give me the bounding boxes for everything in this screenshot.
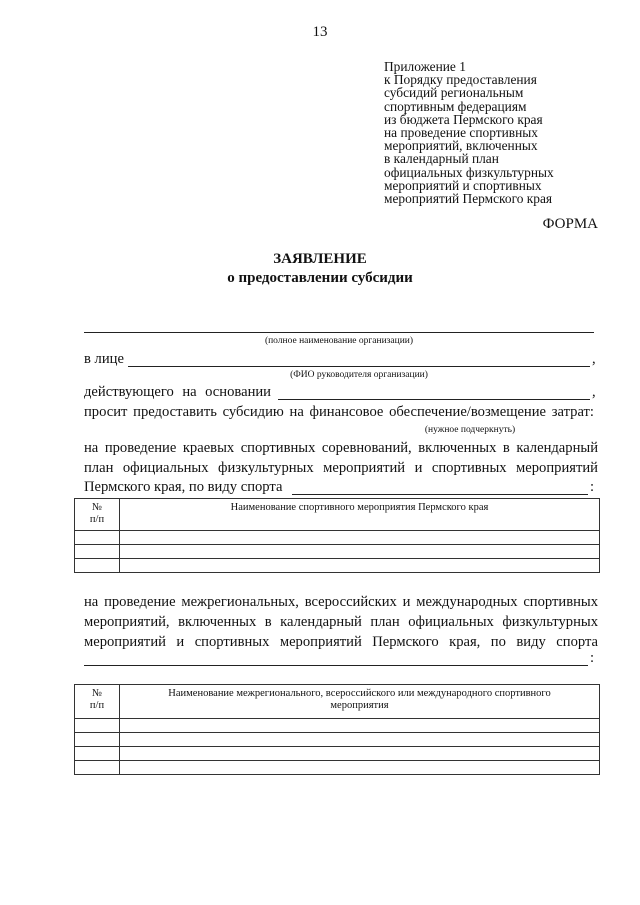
in-person-label: в лице xyxy=(84,351,124,367)
table-row[interactable] xyxy=(75,531,600,545)
table-row[interactable] xyxy=(75,761,600,775)
org-name-line[interactable] xyxy=(84,332,594,333)
section1-line: на проведение краевых спортивных соревнований, включенных в календарный xyxy=(84,440,598,456)
section1-line: план официальных физкультурных мероприятий и спортивных мероприятий xyxy=(84,460,598,476)
sport-type-line-1[interactable] xyxy=(292,494,588,495)
table-row[interactable] xyxy=(75,747,600,761)
col-number-header: № п/п xyxy=(75,499,120,531)
basis-line[interactable] xyxy=(278,399,590,400)
appendix-line: на проведение спортивных xyxy=(384,125,538,141)
document-title xyxy=(0,250,640,288)
section2-line: на проведение межрегиональных, всероссийских и международных спортивных xyxy=(84,594,598,610)
colon: : xyxy=(590,479,595,495)
interregional-events-table xyxy=(74,684,600,775)
table-row[interactable] xyxy=(75,719,600,733)
table-row[interactable] xyxy=(75,545,600,559)
appendix-line: мероприятий, включенных xyxy=(384,138,538,154)
appendix-line: к Порядку предоставления xyxy=(384,72,537,88)
appendix-line: спортивным федерациям xyxy=(384,98,527,114)
col-event-name-header: Наименование спортивного мероприятия Пермского края xyxy=(120,499,600,531)
section2-line: мероприятий, включенных в календарный план официальных физкультурных xyxy=(84,614,598,630)
request-text: просит предоставить субсидию на финансовое обеспечение/возмещение затрат: xyxy=(84,404,594,420)
comma: , xyxy=(592,351,596,367)
appendix-line: Приложение 1 xyxy=(384,59,466,74)
appendix-block xyxy=(384,60,554,205)
sport-events-table xyxy=(74,498,600,573)
underline-note: (нужное подчеркнуть) xyxy=(424,425,516,435)
org-name-caption: (полное наименование организации) xyxy=(264,336,414,346)
title-line-2: о предоставлении субсидии xyxy=(227,270,413,286)
table-row[interactable] xyxy=(75,733,600,747)
appendix-line: в календарный план xyxy=(384,151,499,167)
director-caption: (ФИО руководителя организации) xyxy=(290,370,428,380)
appendix-line: субсидий региональным xyxy=(384,85,524,101)
section1-line: Пермского края, по виду спорта xyxy=(84,479,283,495)
director-name-line[interactable] xyxy=(128,366,590,367)
basis-label: действующего на основании xyxy=(84,384,271,400)
form-label: ФОРМА xyxy=(542,216,598,232)
sport-type-line-2[interactable] xyxy=(84,665,588,666)
appendix-line: из бюджета Пермского края xyxy=(384,111,543,127)
table-row[interactable] xyxy=(75,559,600,573)
section2-line: мероприятий и спортивных мероприятий Пермского края, по виду спорта xyxy=(84,634,598,650)
page-number: 13 xyxy=(312,24,328,40)
col-number-header: № п/п xyxy=(75,685,120,719)
colon: : xyxy=(590,650,595,666)
appendix-line: мероприятий и спортивных xyxy=(384,177,542,193)
appendix-line: официальных физкультурных xyxy=(384,164,554,180)
appendix-line: мероприятий Пермского края xyxy=(384,191,553,207)
title-line-1: ЗАЯВЛЕНИЕ xyxy=(273,251,367,267)
col-event-name-header: Наименование межрегионального, всероссийского или международного спортивного мероприятия xyxy=(120,685,600,719)
comma: , xyxy=(592,384,596,400)
